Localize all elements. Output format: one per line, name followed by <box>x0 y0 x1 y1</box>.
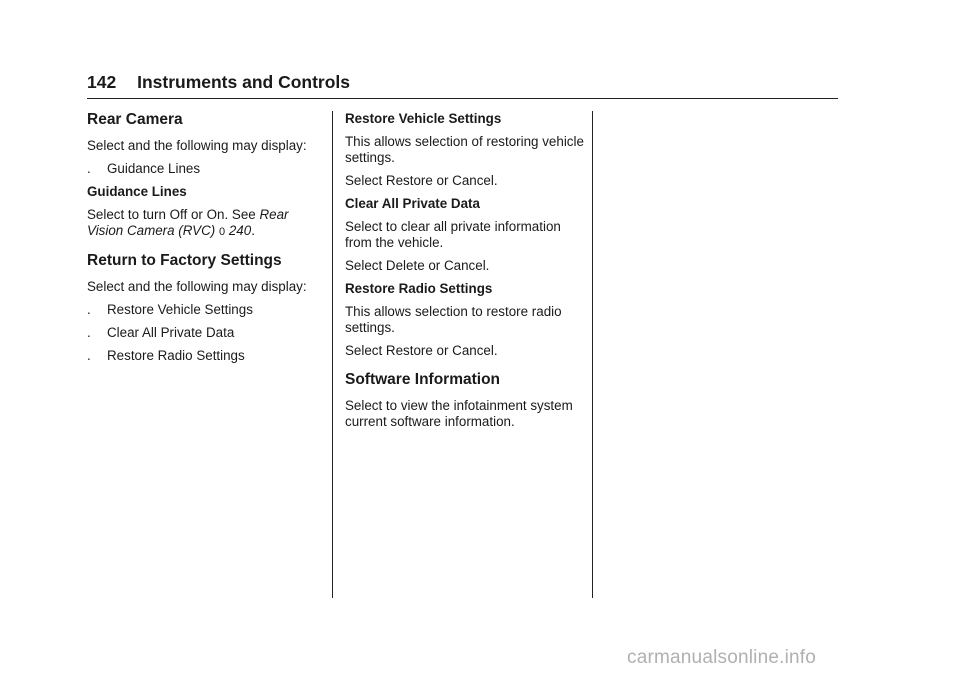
list-item: . Guidance Lines <box>87 161 201 176</box>
list-item: . Restore Radio Settings <box>87 348 245 363</box>
restore-vehicle-text: This allows selection of restoring vehicle settings. <box>345 134 584 165</box>
clear-private-text: Select to clear all private information from the vehicle. <box>345 219 561 250</box>
column-divider-2 <box>592 111 593 598</box>
restore-vehicle-heading: Restore Vehicle Settings <box>345 111 502 126</box>
restore-radio-heading: Restore Radio Settings <box>345 281 493 296</box>
factory-settings-intro: Select and the following may display: <box>87 279 307 294</box>
section-title: Instruments and Controls <box>137 72 351 92</box>
list-item: . Restore Vehicle Settings <box>87 302 253 317</box>
watermark: carmanualsonline.info <box>627 647 817 668</box>
rear-camera-intro: Select and the following may display: <box>87 138 307 153</box>
column-1 <box>87 111 322 371</box>
rvc-xref-page[interactable]: 240 <box>228 223 252 238</box>
clear-private-heading: Clear All Private Data <box>345 196 480 211</box>
column-2 <box>345 111 585 437</box>
rear-camera-heading: Rear Camera <box>87 111 183 128</box>
guidance-lines-text: Select to turn Off or On. See Rear Vision Camera (RVC) 0 240. <box>87 207 289 238</box>
rvc-xref-link[interactable]: Rear Vision Camera (RVC) <box>87 207 289 238</box>
list-item: . Clear All Private Data <box>87 325 235 340</box>
clear-private-action: Select Delete or Cancel. <box>345 258 490 273</box>
factory-settings-heading: Return to Factory Settings <box>87 252 282 269</box>
restore-radio-text: This allows selection to restore radio settings. <box>345 304 562 335</box>
header-rule <box>87 98 838 99</box>
restore-radio-action: Select Restore or Cancel. <box>345 343 498 358</box>
restore-vehicle-action: Select Restore or Cancel. <box>345 173 498 188</box>
guidance-lines-heading: Guidance Lines <box>87 184 187 199</box>
software-info-text: Select to view the infotainment system current software information. <box>345 398 573 429</box>
page-header <box>87 72 350 93</box>
xref-arrow-icon: 0 <box>218 226 226 238</box>
software-info-heading: Software Information <box>345 371 501 388</box>
column-divider-1 <box>332 111 333 598</box>
page-number: 142 <box>87 72 117 92</box>
